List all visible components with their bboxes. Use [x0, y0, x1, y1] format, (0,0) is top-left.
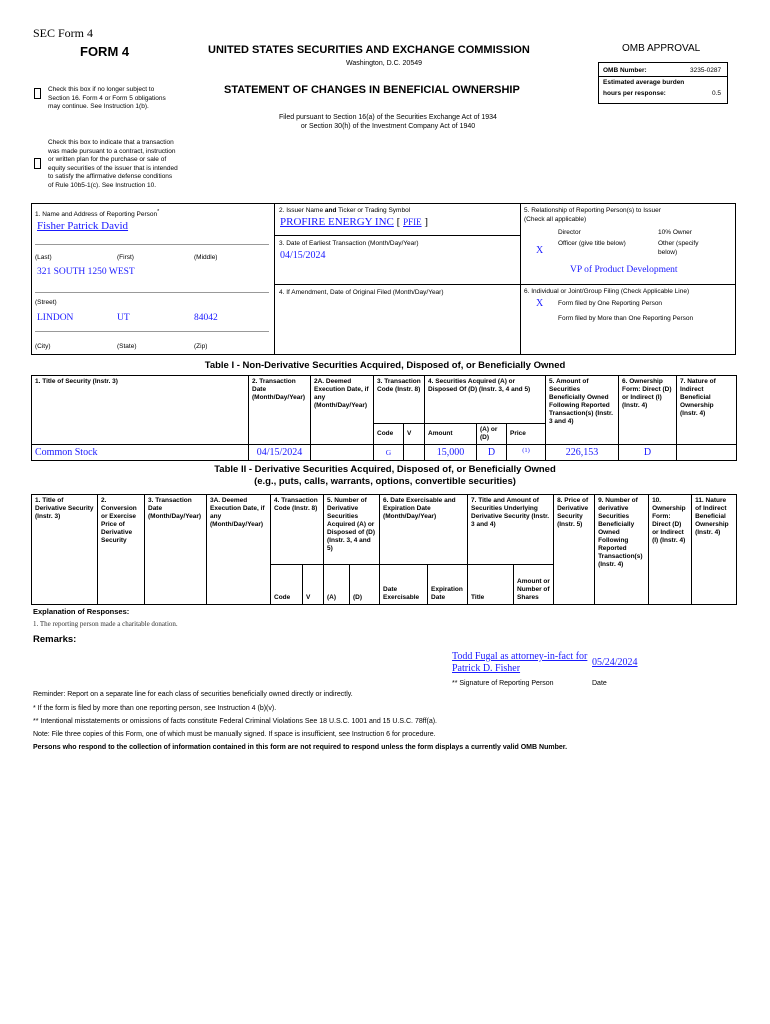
city-label: (City) [35, 343, 51, 350]
t1-row-nature [677, 445, 737, 461]
omb-number-label: OMB Number: [603, 67, 647, 74]
t1-header-date: 2. Transaction Date (Month/Day/Year) [249, 376, 311, 445]
t1-header-code: 3. Transaction Code (Instr. 8) [374, 376, 425, 424]
t1-row-code: G [374, 445, 404, 461]
t1-row-date: 04/15/2024 [249, 445, 311, 461]
no-longer-subject-text: Check this box if no longer subject to Section 16. Form 4 or Form 5 obligations may continue. See Instruction 1(b). [48, 86, 166, 110]
omb-approval-title: OMB APPROVAL [622, 43, 701, 54]
t2-sub-title: Title [468, 565, 514, 605]
footnote-double-star: ** Intentional misstatements or omissions of facts constitute Federal Criminal Violations See 18 U.S.C. 1001 and 15 U.S.C. 78ff(a). [33, 718, 437, 725]
state-value: UT [117, 313, 130, 323]
table1-non-derivative [31, 375, 737, 461]
filing-one-checkmark[interactable]: X [536, 298, 544, 309]
officer-checkmark[interactable]: X [536, 245, 544, 256]
state-label: (State) [117, 343, 137, 350]
table-row [32, 445, 737, 461]
table2-title: Table II - Derivative Securities Acquired, Disposed of, or Beneficially Owned [214, 464, 556, 475]
signature-label: ** Signature of Reporting Person [452, 680, 554, 687]
sec-form-label: SEC Form 4 [33, 26, 94, 40]
t2-sub-expiration: Expiration Date [428, 565, 468, 605]
zip-label: (Zip) [194, 343, 208, 350]
t2-header-code: 4. Transaction Code (Instr. 8) [271, 495, 324, 565]
t1-header-form: 6. Ownership Form: Direct (D) or Indirect (I) (Instr. 4) [619, 376, 677, 445]
t1-header-acquired: 4. Securities Acquired (A) or Disposed Of (D) (Instr. 3, 4 and 5) [425, 376, 546, 424]
t2-header-nature: 11. Nature of Indirect Beneficial Ownership (Instr. 4) [692, 495, 737, 605]
middle-name-label: (Middle) [194, 254, 218, 261]
officer-label: Officer (give title below) [558, 240, 626, 247]
t2-header-owned: 9. Number of derivative Securities Beneficially Owned Following Reported Transaction(s) (Instr. 4) [595, 495, 649, 605]
relationship-sub: (Check all applicable) [524, 216, 587, 223]
explanation-note-1: 1. The reporting person made a charitable donation. [33, 620, 178, 628]
signature-date[interactable]: 05/24/2024 [592, 657, 638, 668]
issuer-label: 2. Issuer Name and Ticker or Trading Symbol [279, 207, 411, 214]
t1-header-owned: 5. Amount of Securities Beneficially Owned Following Reported Transaction(s) (Instr. 3 and 4) [546, 376, 619, 445]
agency-city: Washington, D.C. 20549 [346, 60, 423, 67]
footnote-single-star: * If the form is filed by more than one reporting person, see Instruction 4 (b)(v). [33, 705, 277, 712]
t1-sub-amount: Amount [425, 424, 477, 445]
rule-10b5-checkbox[interactable] [34, 158, 41, 169]
t1-header-deemed: 2A. Deemed Execution Date, if any (Month/Day/Year) [311, 376, 374, 445]
relationship-label: 5. Relationship of Reporting Person(s) to Issuer [524, 207, 661, 214]
t1-row-v [404, 445, 425, 461]
amendment-date-label: 4. If Amendment, Date of Original Filed (Month/Day/Year) [279, 289, 444, 296]
director-label: Director [558, 229, 581, 236]
rule-10b5-text: Check this box to indicate that a transaction was made pursuant to a contract, instruction or written plan for the purchase or sale of equity securities of the issuer that is intended to satisfy the affirmative defense conditions of Rule 10b5-1(c). See Instruction 10. [48, 139, 178, 189]
t1-sub-ad: (A) or (D) [477, 424, 507, 445]
remarks-label: Remarks: [33, 634, 77, 645]
ten-percent-owner-label: 10% Owner [658, 229, 692, 236]
street-value: 321 SOUTH 1250 WEST [37, 267, 135, 277]
t2-header-number: 5. Number of Derivative Securities Acquired (A) or Disposed of (D) (Instr. 3, 4 and 5) [324, 495, 380, 565]
form-title: FORM 4 [80, 44, 130, 59]
zip-value: 84042 [194, 313, 218, 323]
filing-type-label: 6. Individual or Joint/Group Filing (Check Applicable Line) [524, 288, 690, 295]
t1-header-title: 1. Title of Security (Instr. 3) [32, 376, 249, 445]
t1-row-amount: 15,000 [425, 445, 477, 461]
issuer-ticker-link[interactable]: PFIE [403, 217, 422, 227]
omb-hours-label: hours per response: [603, 90, 666, 97]
last-name-label: (Last) [35, 254, 52, 261]
filed-pursuant-line2: or Section 30(h) of the Investment Company Act of 1940 [300, 123, 476, 130]
t2-header-date: 3. Transaction Date (Month/Day/Year) [145, 495, 207, 605]
t1-sub-v: V [404, 424, 425, 445]
other-label: Other (specify below) [658, 240, 699, 256]
t2-header-exercisable: 6. Date Exercisable and Expiration Date (Month/Day/Year) [380, 495, 468, 565]
filed-pursuant-line1: Filed pursuant to Section 16(a) of the Securities Exchange Act of 1934 [279, 114, 497, 121]
signature-name-line1[interactable]: Todd Fugal as attorney-in-fact for [452, 651, 588, 662]
explanation-label: Explanation of Responses: [33, 607, 130, 616]
t2-sub-d: (D) [350, 565, 380, 605]
first-name-label: (First) [117, 254, 134, 261]
table1-title: Table I - Non-Derivative Securities Acquired, Disposed of, or Beneficially Owned [204, 360, 566, 371]
t2-header-conversion: 2. Conversion or Exercise Price of Derivative Security [98, 495, 145, 605]
t1-row-ad: D [477, 445, 507, 461]
t2-header-deemed: 3A. Deemed Execution Date, if any (Month/Day/Year) [207, 495, 271, 605]
no-longer-subject-checkbox[interactable] [34, 88, 41, 99]
t1-row-title: Common Stock [32, 445, 249, 461]
t1-row-price-footnote[interactable]: (1) [507, 445, 546, 461]
t1-sub-price: Price [507, 424, 546, 445]
signature-date-label: Date [592, 680, 607, 687]
t2-sub-amount: Amount or Number of Shares [514, 565, 554, 605]
filing-more-label: Form filed by More than One Reporting Person [558, 315, 694, 322]
agency-name: UNITED STATES SECURITIES AND EXCHANGE COMMISSION [208, 44, 530, 56]
earliest-transaction-label: 3. Date of Earliest Transaction (Month/Day/Year) [279, 240, 419, 247]
t2-sub-exercisable: Date Exercisable [380, 565, 428, 605]
reporting-person-name-link[interactable]: Fisher Patrick David [37, 220, 129, 232]
statement-title: STATEMENT OF CHANGES IN BENEFICIAL OWNERSHIP [224, 84, 520, 96]
city-value: LINDON [37, 313, 74, 323]
t1-row-owned: 226,153 [546, 445, 619, 461]
t2-sub-v: V [303, 565, 324, 605]
t2-sub-code: Code [271, 565, 303, 605]
table2-subtitle: (e.g., puts, calls, warrants, options, convertible securities) [254, 476, 516, 487]
t1-row-form: D [619, 445, 677, 461]
issuer-name-link[interactable]: PROFIRE ENERGY INC [280, 216, 394, 228]
filing-one-label: Form filed by One Reporting Person [558, 300, 663, 307]
omb-burden-label: Estimated average burden [603, 79, 685, 86]
reporting-person-label: 1. Name and Address of Reporting Person* [35, 209, 160, 219]
signature-name-line2[interactable]: Patrick D. Fisher [452, 663, 521, 674]
issuer-name-ticker: PROFIRE ENERGY INC [ PFIE ] [280, 216, 428, 228]
omb-notice: Persons who respond to the collection of information contained in this form are not required to respond unless the form displays a currently valid OMB Number. [33, 744, 568, 751]
t2-header-price: 8. Price of Derivative Security (Instr. 5) [554, 495, 595, 605]
t2-header-title: 1. Title of Derivative Security (Instr. 3) [32, 495, 98, 605]
reminder-text: Reminder: Report on a separate line for each class of securities beneficially owned directly or indirectly. [33, 691, 353, 698]
t2-header-form: 10. Ownership Form: Direct (D) or Indirect (I) (Instr. 4) [649, 495, 692, 605]
file-copies-note: Note: File three copies of this Form, one of which must be manually signed. If space is insufficient, see Instruction 6 for procedure. [33, 731, 436, 738]
street-label: (Street) [35, 299, 57, 306]
t1-sub-code: Code [374, 424, 404, 445]
officer-title: VP of Product Development [570, 265, 678, 275]
t2-sub-a: (A) [324, 565, 350, 605]
omb-hours-value: 0.5 [712, 90, 722, 97]
t1-header-nature: 7. Nature of Indirect Beneficial Ownership (Instr. 4) [677, 376, 737, 445]
t1-row-deemed [311, 445, 374, 461]
table2-derivative [31, 494, 737, 605]
t2-header-underlying: 7. Title and Amount of Securities Underlying Derivative Security (Instr. 3 and 4) [468, 495, 554, 565]
omb-number-value: 3235-0287 [690, 67, 722, 74]
earliest-transaction-date: 04/15/2024 [280, 250, 326, 261]
